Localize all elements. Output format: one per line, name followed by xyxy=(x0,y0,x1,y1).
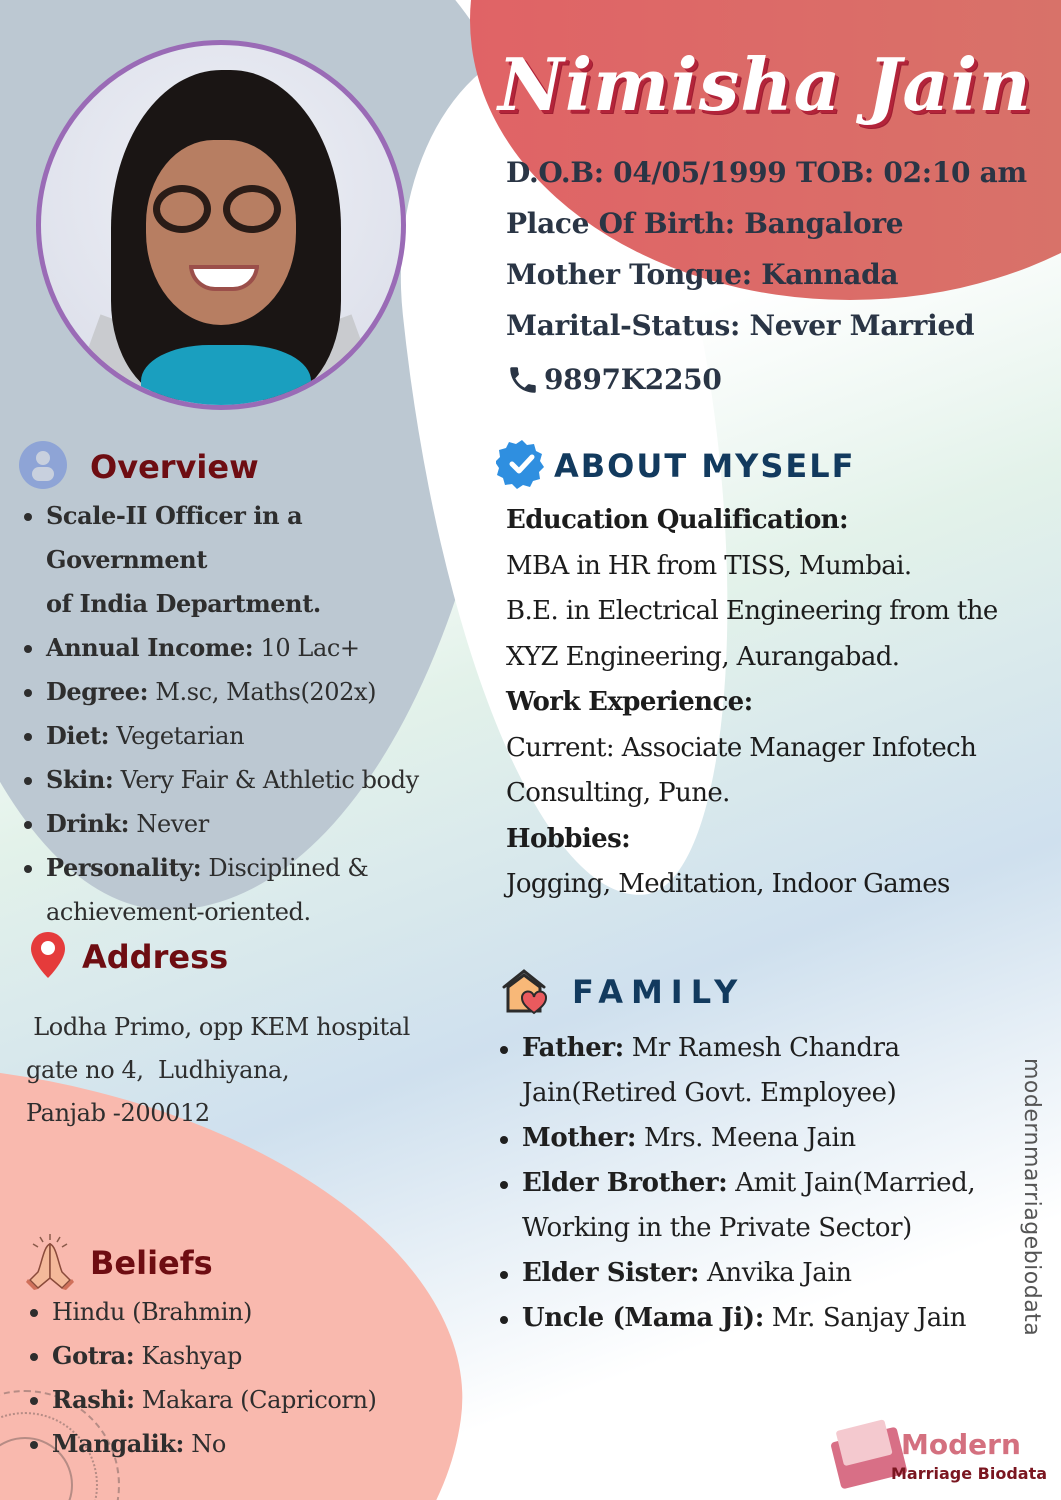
beliefs-heading xyxy=(24,1232,213,1294)
mother-tongue: Mother Tongue: Kannada xyxy=(506,258,899,291)
phone-number[interactable]: 9897K2250 xyxy=(544,362,722,396)
house-heart-icon xyxy=(498,965,550,1019)
dob-tob: D.O.B: 04/05/1999 TOB: 02:10 am xyxy=(506,156,1027,189)
list-item: Mother: Mrs. Meena Jain xyxy=(496,1116,1016,1161)
list-item: Personality: Disciplined & achievement-oriented. xyxy=(20,846,470,934)
list-item: Gotra: Kashyap xyxy=(26,1334,446,1378)
logo-text-secondary: Marriage Biodata xyxy=(891,1464,1048,1483)
profile-photo xyxy=(36,40,406,410)
family-title: FAMILY xyxy=(572,973,746,1011)
marital-status: Marital-Status: Never Married xyxy=(506,309,975,342)
address-title: Address xyxy=(82,938,229,976)
about-heading xyxy=(496,438,855,494)
profile-name: Nimisha Jain xyxy=(498,42,1032,127)
user-avatar-icon xyxy=(18,440,68,494)
list-item: Elder Brother: Amit Jain(Married, Working in the Private Sector) xyxy=(496,1161,1016,1251)
education-line: XYZ Engineering, Aurangabad. xyxy=(506,641,900,672)
address-heading xyxy=(28,930,228,984)
brand-logo[interactable] xyxy=(835,1428,1050,1488)
list-item: Degree: M.sc, Maths(202x) xyxy=(20,670,470,714)
list-item: Father: Mr Ramesh Chandra Jain(Retired Govt. Employee) xyxy=(496,1026,1016,1116)
address-line: Lodha Primo, opp KEM hospital xyxy=(26,1013,410,1041)
beliefs-title: Beliefs xyxy=(90,1244,213,1282)
overview-title: Overview xyxy=(90,448,259,486)
list-item: Annual Income: 10 Lac+ xyxy=(20,626,470,670)
hobbies-text: Jogging, Meditation, Indoor Games xyxy=(506,869,950,899)
location-pin-icon xyxy=(28,930,68,984)
list-item: Uncle (Mama Ji): Mr. Sanjay Jain xyxy=(496,1296,1016,1341)
about-body xyxy=(506,498,1051,908)
education-label: Education Qualification: xyxy=(506,505,848,535)
overview-heading xyxy=(18,440,259,494)
address-text xyxy=(26,1006,410,1135)
education-line: B.E. in Electrical Engineering from the xyxy=(506,596,998,626)
verified-badge-icon xyxy=(496,438,548,494)
hobbies-label: Hobbies: xyxy=(506,823,631,854)
overview-list xyxy=(20,494,470,934)
profile-details xyxy=(506,150,1027,405)
place-of-birth: Place Of Birth: Bangalore xyxy=(506,207,904,240)
list-item: Drink: Never xyxy=(20,802,470,846)
family-heading xyxy=(498,965,745,1019)
about-title: ABOUT MYSELF xyxy=(554,447,856,485)
list-item: Skin: Very Fair & Athletic body xyxy=(20,758,470,802)
list-item: Elder Sister: Anvika Jain xyxy=(496,1251,1016,1296)
beliefs-list xyxy=(26,1290,446,1466)
work-line: Current: Associate Manager Infotech xyxy=(506,732,977,763)
logo-text-primary: Modern xyxy=(901,1428,1021,1461)
family-list xyxy=(496,1026,1016,1341)
list-item: Hindu (Brahmin) xyxy=(26,1290,446,1334)
watermark-text: modernmarriagebiodata xyxy=(1019,1058,1044,1337)
education-line: MBA in HR from TISS, Mumbai. xyxy=(506,550,912,581)
phone-icon xyxy=(506,363,540,397)
list-item: Mangalik: No xyxy=(26,1422,446,1466)
list-item: Scale-II Officer in a Government of India Department. xyxy=(20,494,470,626)
list-item: Diet: Vegetarian xyxy=(20,714,470,758)
address-line: Panjab -200012 xyxy=(26,1099,210,1127)
work-line: Consulting, Pune. xyxy=(506,778,730,808)
phone-row xyxy=(506,354,1027,405)
address-line: gate no 4, Ludhiyana, xyxy=(26,1056,290,1084)
list-item: Rashi: Makara (Capricorn) xyxy=(26,1378,446,1422)
work-label: Work Experience: xyxy=(506,687,753,717)
praying-hands-icon xyxy=(24,1232,76,1294)
